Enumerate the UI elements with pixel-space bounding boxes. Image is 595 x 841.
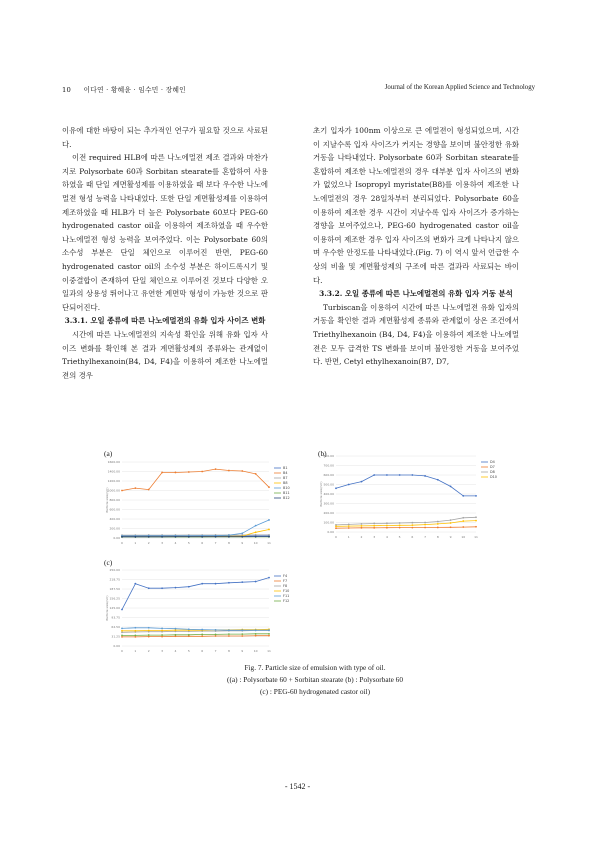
data-point-D10: [348, 525, 350, 527]
data-point-D4: [361, 481, 363, 483]
journal-name: Journal of the Korean Applied Science and Technology: [384, 84, 535, 91]
running-header-authors: [62, 84, 186, 94]
data-point-F12: [201, 634, 203, 636]
x-tick-label: 11: [267, 649, 271, 653]
y-axis-label: Particle size(nm): [319, 481, 323, 507]
y-tick-label: 1000.00: [107, 488, 120, 493]
data-point-D4: [411, 474, 413, 476]
y-tick-label: 200.00: [109, 526, 120, 531]
series-line-B4: [122, 469, 269, 490]
data-point-B12: [241, 536, 243, 538]
section-heading-3-3-1: 3.3.1. 오일 종류에 따른 나노에멀젼의 유화 입자 사이즈 변화: [64, 316, 266, 326]
data-point-F4: [268, 577, 270, 579]
data-point-D8: [386, 522, 388, 524]
x-tick-label: 11: [267, 541, 271, 545]
data-point-F12: [188, 634, 190, 636]
x-tick-label: 7: [214, 541, 217, 545]
x-tick-label: 3: [161, 649, 164, 653]
y-tick-label: 800.00: [323, 454, 334, 459]
data-point-F11: [161, 627, 163, 629]
data-point-F4: [121, 609, 123, 611]
legend-label-F12: F12: [283, 599, 290, 604]
series-line-B10: [122, 520, 269, 536]
legend-label-F8: F8: [283, 584, 288, 589]
left-column: [62, 124, 268, 382]
data-point-D4: [450, 486, 452, 488]
data-point-B12: [268, 536, 270, 538]
data-point-F7: [268, 635, 270, 637]
data-point-F12: [228, 633, 230, 635]
y-tick-label: 500.00: [323, 482, 334, 487]
data-point-D8: [424, 522, 426, 524]
data-point-B12: [255, 536, 257, 538]
legend-label-B11: B11: [283, 491, 290, 496]
series-line-F11: [122, 628, 269, 630]
y-tick-label: 1400.00: [107, 469, 120, 474]
data-point-D10: [411, 524, 413, 526]
y-tick-label: 31.25: [111, 634, 120, 639]
data-point-B8: [255, 531, 257, 533]
data-point-F4: [148, 587, 150, 589]
data-point-B4: [161, 472, 163, 474]
data-point-D8: [437, 521, 439, 523]
data-point-F4: [175, 587, 177, 589]
x-tick-label: 5: [398, 535, 401, 539]
x-tick-label: 0: [335, 535, 337, 539]
x-tick-label: 5: [187, 649, 190, 653]
y-tick-label: 0.00: [327, 530, 334, 535]
data-point-F10: [161, 630, 163, 632]
y-tick-label: 1600.00: [107, 460, 120, 465]
data-point-F11: [268, 629, 270, 631]
data-point-D10: [386, 525, 388, 527]
y-tick-label: 156.25: [109, 596, 120, 601]
legend-label-B4: B4: [283, 471, 288, 476]
x-tick-label: 0: [121, 649, 123, 653]
data-point-B4: [121, 490, 123, 492]
data-point-D7: [335, 527, 337, 529]
legend-label-F4: F4: [283, 574, 288, 579]
x-tick-label: 9: [449, 535, 452, 539]
legend-label-B12: B12: [283, 496, 290, 501]
x-tick-label: 5: [187, 541, 190, 545]
data-point-D7: [424, 527, 426, 529]
data-point-D4: [437, 479, 439, 481]
legend-label-B8: B8: [283, 481, 288, 486]
data-point-D4: [373, 474, 375, 476]
left-paragraph-2: 이전 required HLB에 따른 나노에멀젼 제조 결과와 마찬가지로 Polysorbate 60과 Sorbitan stearate를 혼합하여 사용하였을 때 단일 계면활성제를 이용하였을 때 보다 우수한 나노에멀젼 형성 능력을 나타내었다. 또한 단일 계면활성제를 이용하여 제조하였을 때 HLB가 더 높은 Polysorbate 60보다 PEG-60 hydrogenated castor oil을 이용하여 제조하였을 때 우수한 나노에멀젼 형성 능력을 보여주었다. 이는 Polysorbate 60의 소수성 부분은 단일 체인으로 이루어진 반면, PEG-60 hydrogenated castor oil의 소수성 부분은 하이드록시기 및 이중결합이 존재하여 단일 체인으로 이루어진 것보다 다양한 오일과의 상용성 뛰어나고 유연한 계면막 형성이 가능한 것으로 판단되어진다.: [62, 153, 268, 312]
legend-label-D4: D4: [490, 460, 495, 465]
data-point-B4: [175, 472, 177, 474]
data-point-D10: [475, 520, 477, 522]
y-tick-label: 187.50: [109, 587, 120, 592]
y-tick-label: 300.00: [323, 501, 334, 506]
y-tick-label: 600.00: [109, 507, 120, 512]
x-tick-label: 4: [385, 535, 388, 539]
data-point-F12: [268, 633, 270, 635]
left-paragraph-3: 시간에 따른 나노에멀젼의 지속성 확인을 위해 유화 입자 사이즈 변화를 확인해 본 결과 계면활성제의 종류와는 관계없이 Triethylhexanoin(B4, D4, F4)을 이용하여 제조한 나노에멀젼의 경우: [62, 329, 268, 380]
y-tick-label: 62.50: [111, 625, 120, 630]
x-tick-label: 6: [411, 535, 414, 539]
data-point-F4: [255, 581, 257, 583]
y-tick-label: 200.00: [323, 511, 334, 516]
data-point-B10: [241, 532, 243, 534]
x-tick-label: 10: [461, 535, 466, 539]
data-point-B12: [228, 536, 230, 538]
data-point-D10: [437, 523, 439, 525]
data-point-D7: [411, 527, 413, 529]
data-point-F12: [134, 634, 136, 636]
x-tick-label: 2: [147, 541, 150, 545]
data-point-F12: [161, 634, 163, 636]
legend-label-D10: D10: [490, 475, 497, 480]
data-point-F7: [228, 635, 230, 637]
data-point-F4: [201, 583, 203, 585]
data-point-D10: [450, 522, 452, 524]
y-tick-label: 100.00: [323, 520, 334, 525]
x-tick-label: 3: [373, 535, 376, 539]
data-point-D4: [424, 475, 426, 477]
right-column: [313, 124, 519, 369]
y-tick-label: 700.00: [323, 463, 334, 468]
panel-label-c: (c): [104, 558, 113, 567]
data-point-D10: [462, 520, 464, 522]
data-point-F4: [188, 586, 190, 588]
x-tick-label: 1: [134, 649, 137, 653]
data-point-F11: [255, 629, 257, 631]
panel-label-a: (a): [104, 449, 113, 458]
data-point-B12: [175, 536, 177, 538]
data-point-D4: [399, 474, 401, 476]
x-tick-label: 3: [161, 541, 164, 545]
y-axis-label: Particle size(nm): [105, 595, 109, 621]
data-point-B4: [228, 470, 230, 472]
data-point-D8: [361, 523, 363, 525]
y-tick-label: 400.00: [323, 492, 334, 497]
chart-panel-b: [318, 452, 506, 544]
y-tick-label: 218.75: [109, 577, 120, 582]
x-tick-label: 2: [360, 535, 363, 539]
data-point-D8: [475, 516, 477, 518]
data-point-B12: [148, 536, 150, 538]
x-tick-label: 9: [241, 541, 244, 545]
legend-label-D7: D7: [490, 465, 495, 470]
data-point-B4: [201, 471, 203, 473]
data-point-F4: [215, 583, 217, 585]
y-tick-label: 400.00: [109, 517, 120, 522]
data-point-B12: [161, 536, 163, 538]
x-tick-label: 7: [424, 535, 427, 539]
data-point-D10: [335, 525, 337, 527]
y-tick-label: 600.00: [323, 473, 334, 478]
y-tick-label: 0.00: [113, 536, 120, 541]
data-point-D8: [462, 517, 464, 519]
data-point-D4: [348, 484, 350, 486]
data-point-F10: [134, 630, 136, 632]
x-tick-label: 8: [227, 649, 230, 653]
data-point-F10: [121, 630, 123, 632]
page-footer: - 1542 -: [284, 782, 311, 791]
chart-panel-a: [104, 458, 299, 550]
data-point-D7: [437, 527, 439, 529]
x-tick-label: 11: [474, 535, 478, 539]
x-tick-label: 0: [121, 541, 123, 545]
x-tick-label: 8: [436, 535, 439, 539]
caption-line-1: Fig. 7. Particle size of emulsion with type of oil.: [244, 663, 386, 672]
legend-label-B10: B10: [283, 486, 290, 491]
data-point-B7: [255, 534, 257, 536]
y-tick-label: 125.00: [109, 606, 120, 611]
y-tick-label: 250.00: [109, 568, 120, 573]
data-point-F11: [215, 629, 217, 631]
chart-panel-c: [104, 566, 299, 658]
x-tick-label: 4: [174, 649, 177, 653]
data-point-D8: [399, 522, 401, 524]
series-line-D10: [336, 521, 476, 527]
data-point-F10: [148, 630, 150, 632]
data-point-F4: [228, 582, 230, 584]
panel-label-b: (b): [318, 449, 327, 458]
x-tick-label: 4: [174, 541, 177, 545]
data-point-D4: [386, 474, 388, 476]
data-point-B4: [188, 471, 190, 473]
data-point-D10: [424, 524, 426, 526]
data-point-D4: [335, 487, 337, 489]
data-point-B4: [134, 487, 136, 489]
legend-label-D8: D8: [490, 470, 495, 475]
x-tick-label: 1: [134, 541, 137, 545]
data-point-F11: [148, 627, 150, 629]
data-point-D10: [399, 524, 401, 526]
data-point-D8: [411, 522, 413, 524]
x-tick-label: 2: [147, 649, 150, 653]
y-tick-label: 800.00: [109, 498, 120, 503]
data-point-F11: [188, 628, 190, 630]
x-tick-label: 9: [241, 649, 244, 653]
data-point-F11: [134, 627, 136, 629]
data-point-D8: [450, 519, 452, 521]
data-point-B10: [268, 519, 270, 521]
data-point-F4: [161, 587, 163, 589]
legend-label-B1: B1: [283, 466, 288, 471]
data-point-B4: [268, 486, 270, 488]
x-tick-label: 6: [201, 649, 204, 653]
data-point-F4: [241, 581, 243, 583]
caption-line-2: ((a) : Polysorbate 60 + Sorbitan stearate (b) : Polysorbate 60: [227, 675, 403, 684]
data-point-F4: [134, 583, 136, 585]
series-line-F4: [122, 578, 269, 610]
right-paragraph-2: Turbiscan을 이용하여 시간에 따른 나노에멀젼 유화 입자의 거동을 확인한 결과 계면활성제 종류와 관계없이 상온 조건에서 Triethylhexanoin (B4, D4, F4)을 이용하여 제조한 나노에멀젼은 모두 급격한 TS 변화를 보이며 불안정한 거동을 보여주었다. 반면, Cetyl ethylhexanoin(B7, D7,: [313, 302, 519, 367]
data-point-B12: [121, 536, 123, 538]
data-point-F12: [175, 634, 177, 636]
data-point-B12: [215, 536, 217, 538]
y-tick-label: 0.00: [113, 644, 120, 649]
data-point-D7: [361, 527, 363, 529]
data-point-D10: [361, 525, 363, 527]
figure-caption: [150, 662, 480, 698]
x-tick-label: 1: [347, 535, 350, 539]
x-tick-label: 10: [253, 649, 258, 653]
caption-line-3: (c) : PEG-60 hydrogenated castor oil): [259, 687, 371, 696]
data-point-B12: [201, 536, 203, 538]
data-point-B7: [268, 534, 270, 536]
data-point-B4: [215, 468, 217, 470]
data-point-D7: [348, 527, 350, 529]
right-paragraph-1: 초기 입자가 100nm 이상으로 큰 에멀젼이 형성되었으며, 시간이 지날수록 입자 사이즈가 커지는 경향을 보이며 불안정한 유화 거동을 나타내었다. Polysorbate 60과 Sorbitan stearate를 혼합하여 제조한 나노에멀젼의 경우 대부분 입자 사이즈의 변화가 없었으나 Isopropyl myristate(B8)를 이용하여 제조한 나노에멀젼의 경우 28일차부터 분리되었다. Polysorbate 60을 이용하여 제조한 경우 시간이 지날수록 입자 사이즈가 증가하는 경향을 보여주었으나, PEG-60 hydrogenated castor oil을 이용하여 제조한 경우 입자 사이즈의 변화가 크게 나타나지 않으며 우수한 안정도를 나타내었다.(Fig. 7) 이 역시 앞서 언급한 수상의 비율 및 계면활성제의 구조에 따른 결과라 사료되는 바이다.: [313, 126, 519, 285]
data-point-F7: [201, 635, 203, 637]
left-paragraph-1: 이유에 대한 바탕이 되는 추가적인 연구가 필요할 것으로 사료된다.: [62, 126, 268, 149]
data-point-F7: [241, 635, 243, 637]
x-tick-label: 8: [227, 541, 230, 545]
series-line-D8: [336, 517, 476, 525]
data-point-D7: [399, 527, 401, 529]
data-point-F12: [148, 634, 150, 636]
x-tick-label: 10: [253, 541, 258, 545]
legend-label-F7: F7: [283, 579, 288, 584]
authors: 이다연 · 황혜윤 · 임수민 · 장혜인: [83, 86, 186, 94]
data-point-D4: [462, 495, 464, 497]
data-point-D7: [450, 526, 452, 528]
data-point-D7: [386, 527, 388, 529]
y-tick-label: 93.75: [111, 615, 120, 620]
legend-label-F10: F10: [283, 589, 290, 594]
data-point-B8: [268, 529, 270, 531]
data-point-F12: [255, 633, 257, 635]
x-tick-label: 6: [201, 541, 204, 545]
series-line-D4: [336, 475, 476, 496]
y-axis-label: Particle size(nm): [105, 487, 109, 513]
data-point-D7: [462, 526, 464, 528]
data-point-F11: [201, 629, 203, 631]
data-point-B12: [188, 536, 190, 538]
data-point-B10: [255, 525, 257, 527]
data-point-D7: [373, 527, 375, 529]
data-point-B4: [241, 470, 243, 472]
y-tick-label: 1200.00: [107, 479, 120, 484]
data-point-B4: [148, 489, 150, 491]
data-point-D10: [373, 525, 375, 527]
data-point-D8: [348, 524, 350, 526]
data-point-B4: [255, 473, 257, 475]
data-point-F12: [121, 634, 123, 636]
data-point-F11: [175, 628, 177, 630]
data-point-F12: [215, 634, 217, 636]
data-point-D4: [475, 495, 477, 497]
data-point-F12: [241, 633, 243, 635]
series-line-D7: [336, 527, 476, 528]
legend-label-F11: F11: [283, 594, 290, 599]
data-point-B12: [134, 536, 136, 538]
data-point-D8: [373, 523, 375, 525]
series-line-F12: [122, 634, 269, 636]
data-point-F11: [228, 629, 230, 631]
x-tick-label: 7: [214, 649, 217, 653]
page-number: 10: [62, 86, 72, 94]
legend-label-B7: B7: [283, 476, 288, 481]
data-point-F11: [241, 629, 243, 631]
data-point-F7: [255, 635, 257, 637]
section-heading-3-3-2: 3.3.2. 오일 종류에 따른 나노에멀젼의 유화 입자 거동 분석: [319, 289, 513, 299]
data-point-F11: [121, 627, 123, 629]
data-point-D7: [475, 526, 477, 528]
